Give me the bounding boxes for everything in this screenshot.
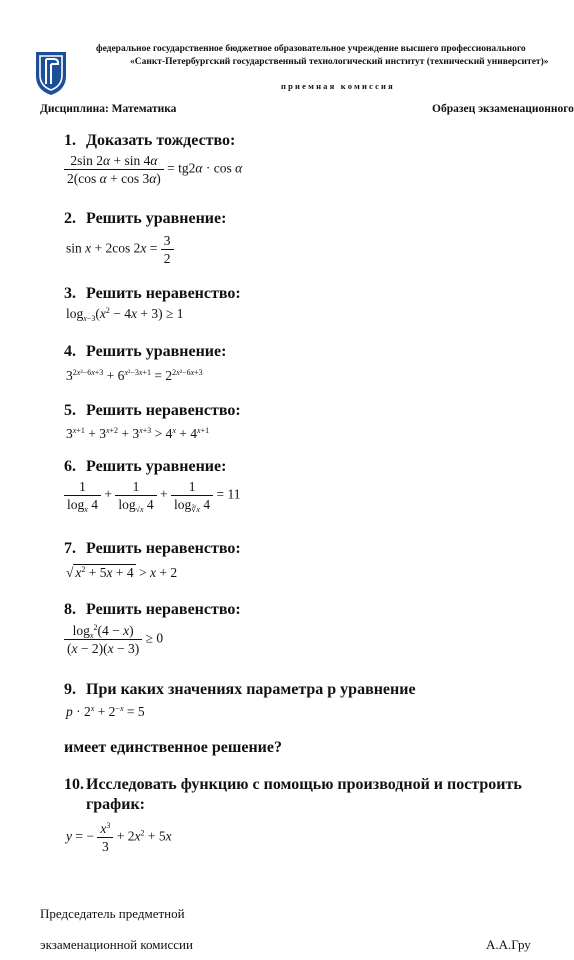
footer-line-1: Председатель предметной: [40, 906, 185, 921]
task-4-title: 4. Решить уравнение:: [64, 343, 227, 360]
task-10-formula: y = − $\frac{x^3}{3}$ + $2x^2 + 5x$: [66, 821, 172, 854]
task-10-title-2: график:: [86, 796, 145, 813]
institution-line-2: «Санкт-Петербургский государственный технологический институт (технический университет)»: [130, 57, 549, 67]
task-9-formula: $p \cdot 2^x + 2^{-x} = 5$: [66, 704, 145, 719]
task-5-formula: $3^{x+1} + 3^{x+2} + 3^{x+3} > 4^x + 4^{x+1}$: [66, 426, 210, 441]
task-1-title: 1. Доказать тождество:: [64, 132, 236, 149]
task-8-formula: $\frac{\log_x^2(4 - x)}{(x - 2)(x - 3)}$ ≥ 0: [64, 622, 163, 657]
task-2-title: 2. Решить уравнение:: [64, 210, 227, 227]
footer-signature: А.А.Гру: [486, 937, 531, 952]
task-9-title: 9. При каких значениях параметра p уравнение: [64, 681, 416, 698]
task-5-title: 5. Решить неравенство:: [64, 402, 241, 419]
task-1-formula: $\frac{2\sin 2\alpha + \sin 4\alpha}{\text{2(cos α + cos 3α)}}$ = tg2α · cos α: [64, 152, 242, 187]
institution-line-1: федеральное государственное бюджетное образовательное учреждение высшего профессионального: [96, 44, 526, 54]
task-8-title: 8. Решить неравенство:: [64, 601, 241, 618]
task-7-formula: √ $x^2 + 5x + 4 > x + 2$: [66, 565, 178, 580]
sample-label: Образец экзаменационного: [432, 103, 574, 115]
institute-emblem-icon: [34, 50, 68, 96]
admission-committee: приемная комиссия: [281, 81, 395, 91]
task-6-title: 6. Решить уравнение:: [64, 458, 227, 475]
task-7-title: 7. Решить неравенство:: [64, 540, 241, 557]
task-2-formula: sin x + 2cos 2x = $\frac{3}{2}$: [66, 232, 174, 267]
task-3-title: 3. Решить неравенство:: [64, 285, 241, 302]
task-9-extra: имеет единственное решение?: [64, 739, 282, 756]
task-4-formula: $3^{2x^2-6x+3} + 6^{x^2-3x+1} = 2^{2x^2-6x+3}$: [66, 368, 203, 383]
discipline-label: Дисциплина: Математика: [40, 103, 177, 115]
task-6-formula: $\frac{1}{\log_x 4}$ + $\frac{1}{\log_{√x} 4}$ + $\frac{1}{\log_{∛x} 4}$ = 11: [64, 478, 240, 513]
task-3-formula: $\log_{x-3}(x^2 - 4x + 3) \ge 1$: [66, 306, 184, 323]
task-10-title: 10. Исследовать функцию с помощью производной и построить: [64, 776, 522, 793]
footer-line-2: экзаменационной комиссии: [40, 937, 193, 952]
